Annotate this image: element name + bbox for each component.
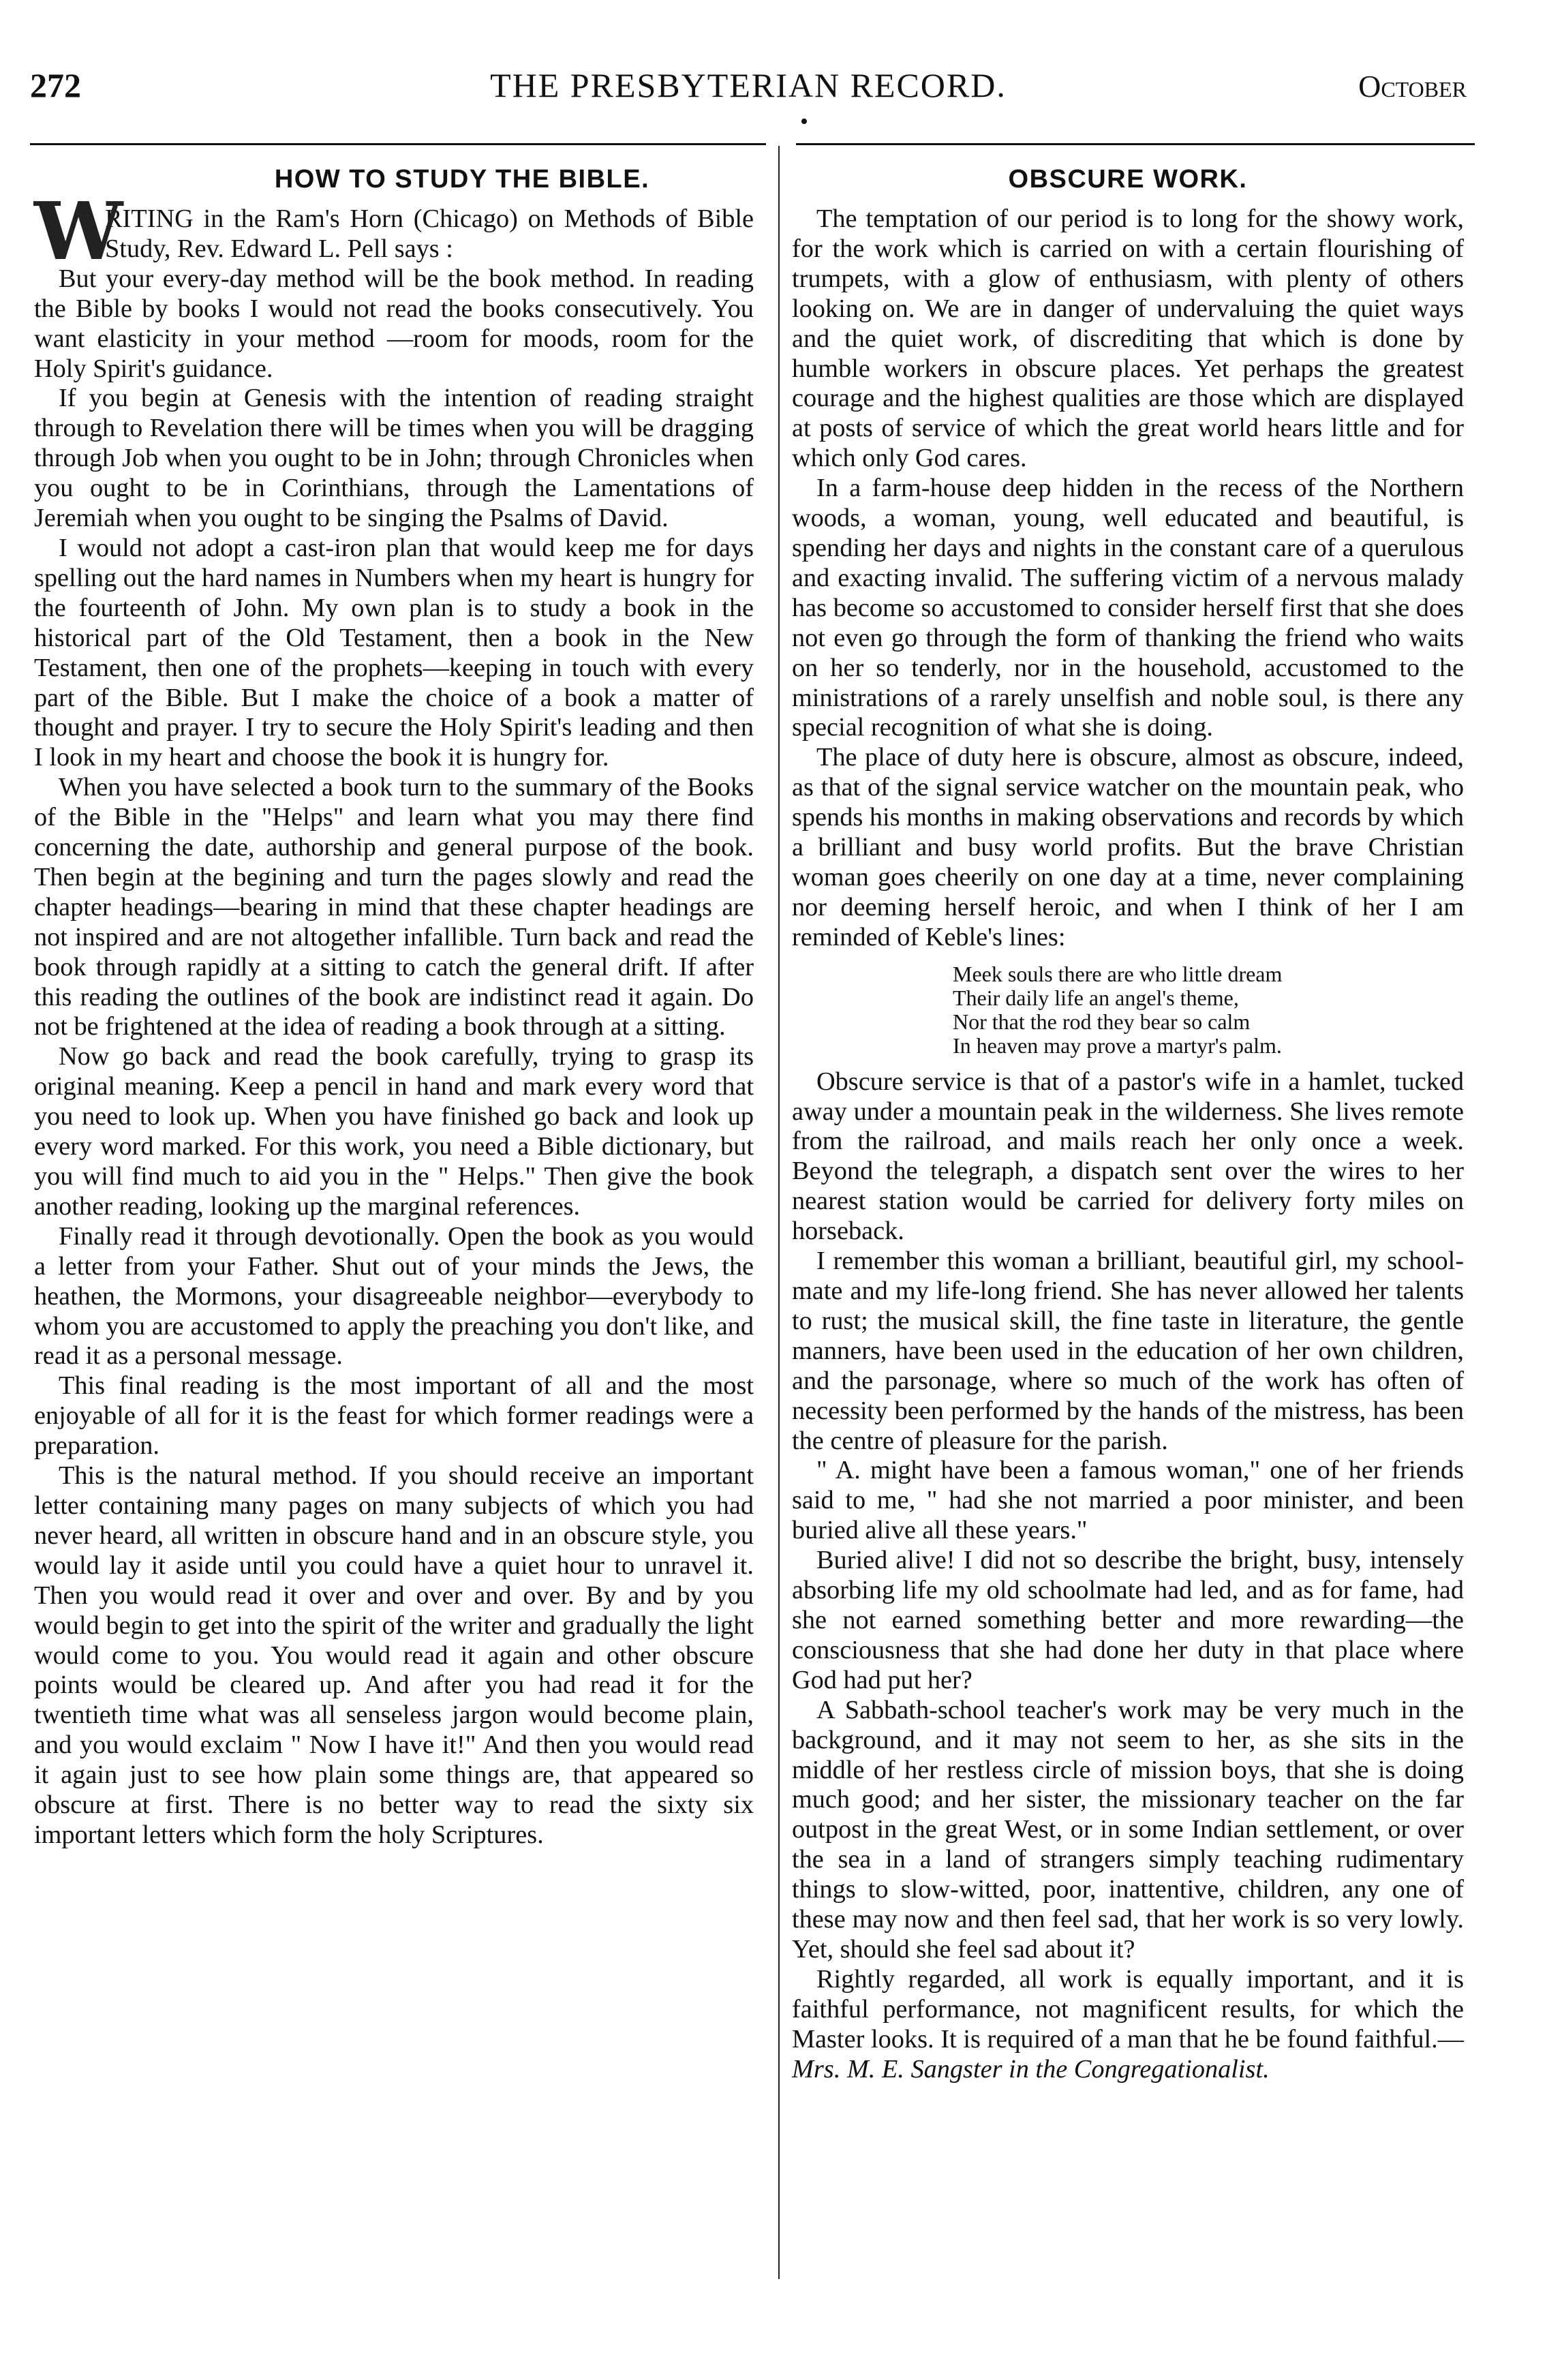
closing-paragraph	[792, 1965, 1464, 2085]
closing-text: Rightly regarded, all work is equally important, and it is faithful performance, not magnificent results, for which the Master looks. It is required of a man that he be found faithful.—	[792, 1964, 1464, 2054]
right-column	[792, 164, 1464, 2084]
body-paragraph: If you begin at Genesis with the intention of reading straight through to Revelation there will be times when you will be dragging through Job when you ought to be in John; through Chronicles when you ought to be in Corinthians, through the Lamentations of Jeremiah when you ought to be singing the Psalms of David.	[34, 384, 754, 533]
ornament-dot: •	[800, 109, 808, 134]
intro-text: RITING in the Ram's Horn (Chicago) on Methods of Bible Study, Rev. Edward L. Pell says :	[105, 204, 754, 263]
article-attribution: Mrs. M. E. Sangster in the Congregationalist.	[792, 2054, 1270, 2084]
body-paragraph: But your every-day method will be the book method. In reading the Bible by books I would not read the books consecutively. You want elasticity in your method —room for moods, room for the Holy Spirit's guidance.	[34, 264, 754, 383]
intro-paragraph	[34, 185, 754, 278]
poem-line: Meek souls there are who little dream	[953, 961, 1283, 986]
body-paragraph: I would not adopt a cast-iron plan that would keep me for days spelling out the hard names in Numbers when my heart is hungry for the fourteenth of John. My own plan is to study a book in the historical part of the Old Testament, then a book in the New Testament, then one of the prophets—keeping in touch with every part of the Bible. But I make the choice of a book a matter of thought and prayer. I try to secure the Holy Spirit's leading and then I look in my heart and choose the book it is hungry for.	[34, 533, 754, 772]
body-paragraph: The place of duty here is obscure, almost as obscure, indeed, as that of the signal service watcher on the mountain peak, who spends his months in making observations and records by which a brilliant and busy world profits. But the brave Christian woman goes cheerily on one day at a time, never complaining nor deeming herself heroic, and when I think of her I am reminded of Keble's lines:	[792, 743, 1465, 951]
keble-poem	[953, 962, 1464, 1058]
body-paragraph: Obscure service is that of a pastor's wife in a hamlet, tucked away under a mountain peak in the wilderness. She lives remote from the railroad, and mails reach her only once a week. Beyond the telegraph, a dispatch sent over the wires to her nearest station would be carried for delivery forty miles on horseback.	[792, 1067, 1464, 1246]
body-paragraph: This final reading is the most important of all and the most enjoyable of all for it is the feast for which former readings were a preparation.	[34, 1371, 754, 1461]
header-rule-left	[30, 143, 766, 145]
header-rule-right	[796, 143, 1475, 145]
body-paragraph: Finally read it through devotionally. Open the book as you would a letter from your Father. Shut out of your minds the Jews, the heathen, the Mormons, your disagreeable neighbor—everybody to whom you are accustomed to apply the preaching you don't like, and read it as a personal message.	[34, 1221, 754, 1371]
left-column	[34, 164, 754, 1850]
body-paragraph: " A. might have been a famous woman," one of her friends said to me, " had she not married a poor minister, and been buried alive all these years."	[792, 1456, 1464, 1545]
body-paragraph: I remember this woman a brilliant, beautiful girl, my school-mate and my life-long friend. She has never allowed her talents to rust; the musical skill, the fine taste in literature, the gentle manners, have been used in the education of her own children, and the parsonage, where so much of the work has often of necessity been performed by the hands of the mistress, has been the centre of pleasure for the parish.	[792, 1247, 1464, 1455]
body-paragraph: The temptation of our period is to long for the showy work, for the work which is carried on with a certain flourishing of trumpets, with a glow of enthusiasm, with plenty of others looking on. We are in danger of undervaluing the quiet ways and the quiet work, of discrediting that which is done by humble workers in obscure places. Yet perhaps the greatest courage and the highest qualities are those which are displayed at posts of service of which the great world hears little and for which only God cares.	[792, 204, 1464, 473]
body-paragraph: When you have selected a book turn to the summary of the Books of the Bible in the "Helps" and learn what you may there find concerning the date, authorship and general purpose of the book. Then begin at the begining and turn the pages slowly and read the chapter headings—bearing in mind that these chapter headings are not inspired and are not altogether infallible. Turn back and read the book through rapidly at a sitting to catch the general drift. If after this reading the outlines of the book are indistinct read it again. Do not be frightened at the idea of reading a book through at a sitting.	[34, 773, 754, 1041]
body-paragraph: This is the natural method. If you should receive an important letter containing many pages on many subjects of which you had never heard, all written in obscure hand and in an obscure style, you would lay it aside until you could have a quiet hour to unravel it. Then you would read it over and over and over. By and by you would begin to get into the spirit of the writer and gradually the light would come to you. You would read it again and other obscure points would be cleared up. And after you had read it for the twentieth time what was all senseless jargon would become plain, and you would exclaim " Now I have it!" And then you would read it again just to see how plain some things are, that appeared so obscure at first. There is no better way to read the sixty six important letters which form the holy Scriptures.	[34, 1461, 754, 1849]
running-title: THE PRESBYTERIAN RECORD.	[490, 66, 1007, 104]
poem-line: Nor that the rod they bear so calm	[953, 1009, 1251, 1034]
body-paragraph: A Sabbath-school teacher's work may be very much in the background, and it may not seem to her, as she sits in the middle of her restless circle of mission boys, that she is doing much good; and her sister, the missionary teacher on the far outpost in the great West, or in some Indian settlement, or over the sea in a land of strangers simply teaching rudimentary things to slow-witted, poor, inattentive, children, any one of these may now and then feel sad, that her work is so very lowly. Yet, should she feel sad about it?	[792, 1695, 1464, 1964]
body-paragraph: Now go back and read the book carefully, trying to grasp its original meaning. Keep a pencil in hand and mark every word that you need to look up. When you have finished go back and look up every word marked. For this work, you need a Bible dictionary, but you will find much to aid you in the " Helps." Then give the book another reading, looking up the marginal references.	[34, 1042, 754, 1221]
drop-cap: W	[34, 185, 123, 278]
page-number: 272	[30, 66, 81, 104]
column-rule	[778, 146, 780, 2279]
article-title-bible-study: HOW TO STUDY THE BIBLE.	[274, 165, 650, 194]
running-month: October	[1358, 69, 1467, 104]
poem-line: In heaven may prove a martyr's palm.	[953, 1033, 1282, 1058]
body-paragraph: In a farm-house deep hidden in the recess of the Northern woods, a woman, young, well educated and beautiful, is spending her days and nights in the constant care of a querulous and exacting invalid. The suffering victim of a nervous malady has become so accustomed to consider herself first that she does not even go through the form of thanking the friend who waits on her so tenderly, nor in the household, accustomed to the ministrations of a rarely unselfish and noble soul, is there any special recognition of what she is doing.	[792, 474, 1464, 742]
article-title-obscure-work: OBSCURE WORK.	[1008, 165, 1248, 194]
poem-line: Their daily life an angel's theme,	[953, 985, 1239, 1010]
body-paragraph: Buried alive! I did not so describe the bright, busy, intensely absorbing life my old schoolmate had led, and as for fame, had she not earned something better and more rewarding—the consciousness that she had done her duty in that place where God had put her?	[792, 1546, 1464, 1694]
running-header	[30, 65, 1467, 134]
